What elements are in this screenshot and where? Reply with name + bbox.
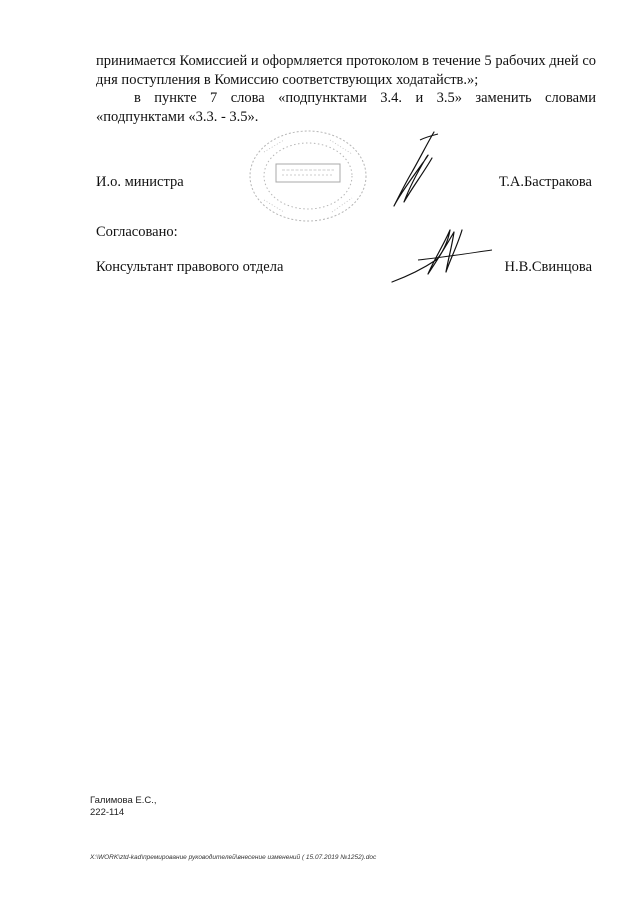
executor-name: Галимова Е.С., [90, 795, 157, 806]
agreed-label: Согласовано: [96, 224, 178, 240]
official-stamp [244, 126, 376, 226]
minister-signature [382, 128, 442, 210]
executor-phone: 222-114 [90, 807, 125, 818]
consultant-name: Н.В.Свинцова [504, 259, 592, 275]
paragraph-amendment-point-7: в пункте 7 слова «подпунктами 3.4. и 3.5» заменить словами «подпунктами «3.3. - 3.5». [96, 90, 596, 125]
consultant-signature [388, 220, 496, 286]
minister-name: Т.А.Бастракова [498, 174, 592, 190]
paragraph-continuation: принимается Комиссией и оформляется протоколом в течение 5 рабочих дней со дня поступления в Комиссию соответствующих ходатайств.»; [96, 53, 596, 88]
file-path-footer: X:\WORK\ztd-kad\премирование руководителей\внесение изменений ( 15.07.2019 №1252).doc [90, 854, 377, 861]
minister-title: И.о. министра [96, 174, 184, 190]
consultant-title: Консультант правового отдела [96, 259, 284, 275]
